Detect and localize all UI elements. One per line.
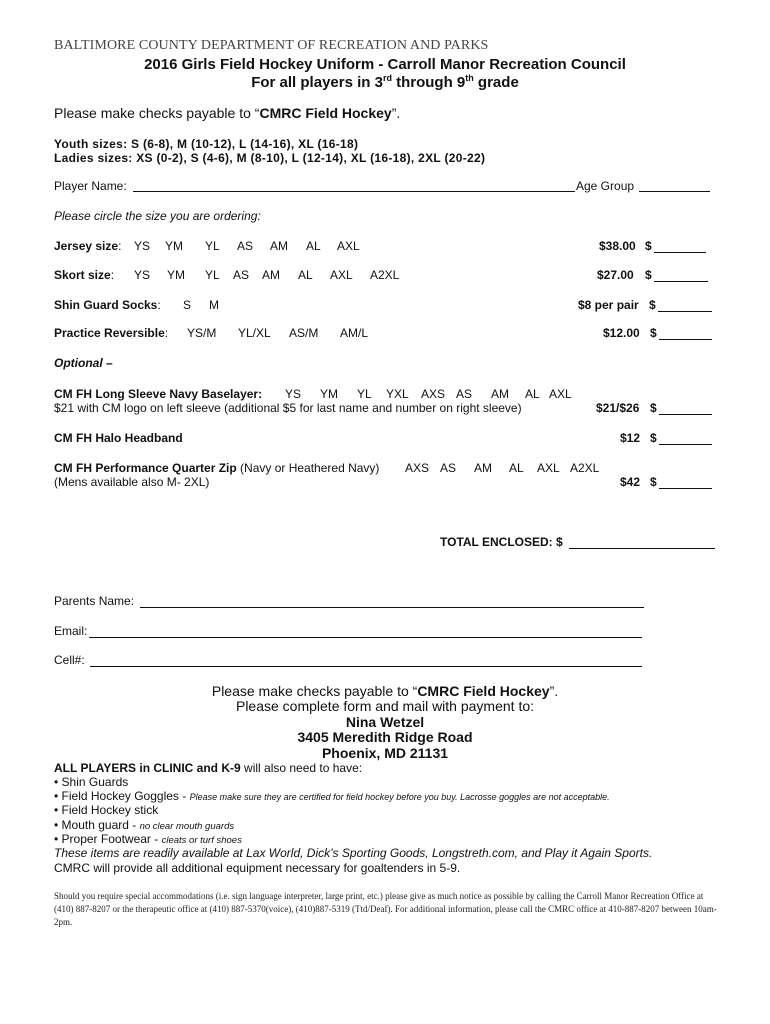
quarterzip-size-axs[interactable]: AXS	[405, 461, 430, 475]
jersey-label: Jersey size	[54, 239, 119, 253]
jersey-size-yl[interactable]: YL	[205, 239, 220, 253]
equipment-item-main: • Mouth guard -	[54, 818, 140, 832]
socks-amount-field[interactable]	[658, 300, 712, 312]
jersey-dollar: $	[645, 239, 652, 253]
jersey-size-al[interactable]: AL	[306, 239, 321, 253]
equipment-heading-bold: ALL PLAYERS in CLINIC and K-9	[54, 761, 241, 775]
baselayer-size-al[interactable]: AL	[525, 387, 540, 401]
reversible-label: Practice Reversible	[54, 326, 165, 340]
quarterzip-size-a2xl[interactable]: A2XL	[570, 461, 600, 475]
jersey-price: $38.00	[599, 239, 636, 253]
baselayer-size-axl[interactable]: AXL	[549, 387, 572, 401]
socks-dollar: $	[649, 298, 656, 312]
jersey-amount-field[interactable]	[654, 241, 706, 253]
equipment-heading	[54, 761, 362, 775]
cell-field[interactable]	[90, 655, 642, 667]
baselayer-amount-field[interactable]	[659, 403, 712, 415]
reversible-size-ysm[interactable]: YS/M	[187, 326, 217, 340]
player-name-row	[54, 179, 127, 193]
quarterzip-size-al[interactable]: AL	[509, 461, 524, 475]
baselayer-size-ym[interactable]: YM	[320, 387, 338, 401]
skort-dollar: $	[645, 268, 652, 282]
player-name-field[interactable]	[133, 180, 575, 192]
quarterzip-size-am[interactable]: AM	[474, 461, 492, 475]
payable-note	[54, 105, 400, 121]
skort-label: Skort size	[54, 268, 111, 282]
optional-heading: Optional –	[54, 356, 113, 370]
subtitle-prefix: For all players in 3	[251, 74, 383, 91]
reversible-dollar: $	[650, 326, 657, 340]
equipment-item-note: cleats or turf shoes	[161, 835, 242, 846]
equipment-heading-rest: will also need to have:	[240, 761, 363, 775]
headband-dollar: $	[650, 431, 657, 445]
quarterzip-colors: (Navy or Heathered Navy)	[236, 461, 380, 475]
department-heading: BALTIMORE COUNTY DEPARTMENT OF RECREATION AND PARKS	[54, 38, 489, 53]
equipment-item-stick	[54, 803, 158, 817]
baselayer-label: CM FH Long Sleeve Navy Baselayer:	[54, 387, 263, 401]
parents-name-field[interactable]	[140, 596, 644, 608]
parents-name-label: Parents Name:	[54, 594, 135, 608]
payable-suffix: ”.	[391, 105, 401, 121]
goalie-note: CMRC will provide all additional equipment necessary for goaltenders in 5-9.	[54, 861, 461, 875]
skort-size-am[interactable]: AM	[262, 268, 280, 282]
subtitle-sup-rd: rd	[382, 73, 392, 83]
quarterzip-size-as[interactable]: AS	[440, 461, 457, 475]
socks-label: Shin Guard Socks	[54, 298, 158, 312]
mail-street: 3405 Meredith Ridge Road	[297, 729, 473, 745]
baselayer-price: $21/$26	[596, 401, 640, 415]
socks-size-s[interactable]: S	[183, 298, 192, 312]
mail-payable-suffix: ”.	[549, 683, 559, 699]
socks-size-m[interactable]: M	[209, 298, 219, 312]
baselayer-size-yl[interactable]: YL	[357, 387, 372, 401]
player-name-label: Player Name:	[54, 179, 127, 193]
skort-size-a2xl[interactable]: A2XL	[370, 268, 400, 282]
reversible-amount-field[interactable]	[659, 328, 712, 340]
mail-instruction: Please complete form and mail with payment to:	[235, 698, 535, 714]
headband-label: CM FH Halo Headband	[54, 431, 183, 445]
subtitle-mid: through 9	[391, 74, 466, 91]
mail-payable-prefix: Please make checks payable to “	[211, 683, 418, 699]
headband-amount-field[interactable]	[659, 433, 712, 445]
socks-row	[54, 298, 161, 312]
equipment-item-goggles	[54, 789, 610, 803]
age-group-label: Age Group	[576, 179, 635, 193]
jersey-size-axl[interactable]: AXL	[337, 239, 360, 253]
circle-instruction: Please circle the size you are ordering:	[54, 209, 261, 223]
quarterzip-amount-field[interactable]	[659, 477, 712, 489]
equipment-item-shin-guards	[54, 775, 128, 789]
equipment-item-mouth-guard	[54, 818, 234, 832]
ladies-sizes: Ladies sizes: XS (0-2), S (4-6), M (8-10), L (12-14), XL (16-18), 2XL (20-22)	[54, 151, 486, 165]
mail-payable-name: CMRC Field Hockey	[417, 683, 550, 699]
skort-size-as[interactable]: AS	[233, 268, 250, 282]
skort-row	[54, 268, 114, 282]
skort-size-al[interactable]: AL	[298, 268, 313, 282]
equipment-availability: These items are readily available at Lax World, Dick’s Sporting Goods, Longstreth.com, and Play it Again Sports.	[54, 846, 653, 860]
subtitle-suffix: grade	[473, 74, 519, 91]
mail-payable-note	[0, 683, 770, 699]
total-label: TOTAL ENCLOSED: $	[440, 535, 563, 549]
jersey-colon: :	[118, 239, 122, 253]
skort-price: $27.00	[597, 268, 634, 282]
baselayer-size-ys[interactable]: YS	[285, 387, 302, 401]
skort-amount-field[interactable]	[654, 270, 708, 282]
equipment-item-note: Please make sure they are certified for field hockey before you buy. Lacrosse goggles are not acceptable.	[189, 792, 610, 802]
quarterzip-price: $42	[620, 475, 641, 489]
quarterzip-size-axl[interactable]: AXL	[537, 461, 560, 475]
equipment-item-main: • Proper Footwear -	[54, 832, 162, 846]
subtitle-sup-th: th	[465, 73, 474, 83]
total-amount-field[interactable]	[569, 537, 715, 549]
baselayer-size-yxl[interactable]: YXL	[386, 387, 409, 401]
equipment-item-main: • Field Hockey stick	[54, 803, 159, 817]
youth-sizes: Youth sizes: S (6-8), M (10-12), L (14-16), XL (16-18)	[54, 137, 359, 151]
reversible-size-asm[interactable]: AS/M	[289, 326, 319, 340]
quarterzip-dollar: $	[650, 475, 657, 489]
socks-price: $8 per pair	[578, 298, 639, 312]
reversible-row	[54, 326, 168, 340]
mail-city: Phoenix, MD 21131	[321, 745, 449, 761]
quarterzip-row	[54, 461, 379, 475]
form-title: 2016 Girls Field Hockey Uniform - Carroll Manor Recreation Council	[144, 56, 626, 73]
reversible-size-ylxl[interactable]: YL/XL	[238, 326, 271, 340]
reversible-size-aml[interactable]: AM/L	[340, 326, 369, 340]
email-label: Email:	[54, 624, 88, 638]
skort-colon: :	[110, 268, 115, 282]
quarterzip-label: CM FH Performance Quarter Zip	[54, 461, 237, 475]
jersey-size-as[interactable]: AS	[237, 239, 254, 253]
jersey-size-ys[interactable]: YS	[134, 239, 151, 253]
payable-prefix: Please make checks payable to “	[54, 105, 260, 121]
equipment-item-main: • Field Hockey Goggles -	[54, 789, 190, 803]
quarterzip-detail: (Mens available also M- 2XL)	[54, 475, 210, 489]
equipment-item-footwear	[54, 832, 242, 846]
equipment-item-note: no clear mouth guards	[139, 821, 235, 832]
skort-size-axl[interactable]: AXL	[330, 268, 353, 282]
socks-colon: :	[157, 298, 161, 312]
skort-size-ys[interactable]: YS	[134, 268, 151, 282]
baselayer-size-axs[interactable]: AXS	[421, 387, 446, 401]
age-group-field[interactable]	[639, 180, 710, 192]
equipment-item-main: • Shin Guards	[54, 775, 129, 789]
baselayer-dollar: $	[650, 401, 657, 415]
jersey-row	[54, 239, 121, 253]
jersey-size-am[interactable]: AM	[270, 239, 288, 253]
reversible-price: $12.00	[603, 326, 640, 340]
baselayer-detail: $21 with CM logo on left sleeve (additional $5 for last name and number on right sleeve)	[54, 401, 522, 415]
cell-label: Cell#:	[54, 653, 85, 667]
skort-size-yl[interactable]: YL	[205, 268, 220, 282]
form-subtitle	[0, 74, 770, 91]
reversible-colon: :	[164, 326, 169, 340]
jersey-size-ym[interactable]: YM	[165, 239, 183, 253]
headband-price: $12	[620, 431, 641, 445]
payable-name: CMRC Field Hockey	[259, 105, 392, 121]
mail-recipient: Nina Wetzel	[345, 714, 425, 730]
baselayer-size-as[interactable]: AS	[456, 387, 473, 401]
baselayer-size-am[interactable]: AM	[491, 387, 509, 401]
accommodations-note: Should you require special accommodations (i.e. sign language interpreter, large print, etc.) please give as much notice as possible by calling the Carroll Manor Recreation Office at (410) 887-8207 or the therapeutic office at (410) 887-5370(voice), (410)887-5319 (Ttd/Deaf). For additional information, please call the CMRC office at 410-887-8207 between 10am-2pm.	[54, 891, 717, 927]
email-field[interactable]	[89, 626, 642, 638]
skort-size-ym[interactable]: YM	[167, 268, 185, 282]
